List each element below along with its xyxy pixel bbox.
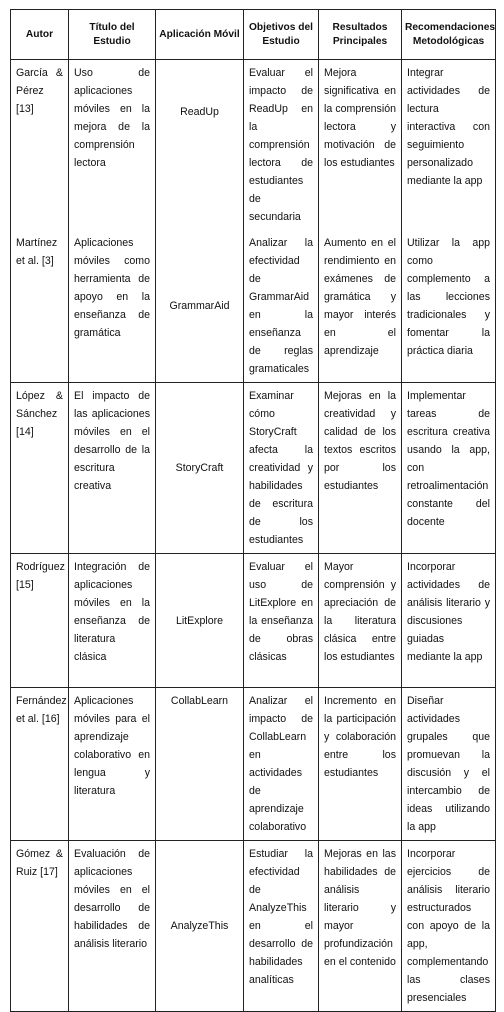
- cell-resultados: Incremento en la participación y colaboración entre los estudiantes: [319, 688, 402, 841]
- table-row: [11, 60, 496, 231]
- cell-autor: Gómez & Ruiz [17]: [11, 841, 69, 1012]
- cell-titulo: Integración de aplicaciones móviles en la enseñanza de literatura clásica: [69, 554, 156, 688]
- header-objetivos: Objetivos del Estudio: [244, 10, 319, 60]
- cell-aplicacion: CollabLearn: [156, 688, 244, 841]
- cell-autor: García & Pérez [13]: [11, 60, 69, 231]
- cell-autor: Fernández et al. [16]: [11, 688, 69, 841]
- cell-objetivos: Analizar la efectividad de GrammarAid en la enseñanza de reglas gramaticales: [244, 230, 319, 383]
- cell-titulo: Aplicaciones móviles para el aprendizaje colaborativo en lengua y literatura: [69, 688, 156, 841]
- cell-aplicacion: StoryCraft: [156, 383, 244, 554]
- cell-aplicacion: GrammarAid: [156, 230, 244, 383]
- table-row: [11, 383, 496, 554]
- cell-aplicacion: AnalyzeThis: [156, 841, 244, 1012]
- header-autor: Autor: [11, 10, 69, 60]
- cell-resultados: Mejoras en las habilidades de análisis literario y mayor profundización en el contenido: [319, 841, 402, 1012]
- cell-recomendaciones: Incorporar ejercicios de análisis literario estructurados con apoyo de la app, complementando las clases presenciales: [402, 841, 496, 1012]
- table-row: [11, 688, 496, 841]
- cell-autor: Rodríguez [15]: [11, 554, 69, 688]
- cell-titulo: Evaluación de aplicaciones móviles en el desarrollo de habilidades de análisis literario: [69, 841, 156, 1012]
- header-recomendaciones: Recomendaciones Metodológicas: [402, 10, 496, 60]
- cell-autor: Martínez et al. [3]: [11, 230, 69, 383]
- header-resultados: Resultados Principales: [319, 10, 402, 60]
- cell-autor: López & Sánchez [14]: [11, 383, 69, 554]
- cell-recomendaciones: Incorporar actividades de análisis literario y discusiones guiadas mediante la app: [402, 554, 496, 688]
- cell-objetivos: Evaluar el impacto de ReadUp en la comprensión lectora de estudiantes de secundaria: [244, 60, 319, 231]
- cell-recomendaciones: Implementar tareas de escritura creativa usando la app, con retroalimentación constante del docente: [402, 383, 496, 554]
- cell-titulo: El impacto de las aplicaciones móviles en el desarrollo de la escritura creativa: [69, 383, 156, 554]
- cell-resultados: Mayor comprensión y apreciación de la literatura clásica entre los estudiantes: [319, 554, 402, 688]
- cell-titulo: Aplicaciones móviles como herramienta de apoyo en la enseñanza de gramática: [69, 230, 156, 383]
- cell-resultados: Mejora significativa en la comprensión lectora y motivación de los estudiantes: [319, 60, 402, 231]
- cell-objetivos: Examinar cómo StoryCraft afecta la creatividad y habilidades de escritura de los estudiantes: [244, 383, 319, 554]
- studies-table: [10, 9, 496, 1012]
- table-row: [11, 230, 496, 383]
- cell-objetivos: Estudiar la efectividad de AnalyzeThis en el desarrollo de habilidades analíticas: [244, 841, 319, 1012]
- cell-aplicacion: LitExplore: [156, 554, 244, 688]
- cell-titulo: Uso de aplicaciones móviles en la mejora de la comprensión lectora: [69, 60, 156, 231]
- cell-objetivos: Analizar el impacto de CollabLearn en actividades de aprendizaje colaborativo: [244, 688, 319, 841]
- cell-resultados: Aumento en el rendimiento en exámenes de gramática y mayor interés en el aprendizaje: [319, 230, 402, 383]
- header-titulo: Título del Estudio: [69, 10, 156, 60]
- table-row: [11, 554, 496, 688]
- table-header-row: [11, 10, 496, 60]
- cell-resultados: Mejoras en la creatividad y calidad de los textos escritos por los estudiantes: [319, 383, 402, 554]
- table-row: [11, 841, 496, 1012]
- cell-recomendaciones: Integrar actividades de lectura interactiva con seguimiento personalizado mediante la app: [402, 60, 496, 231]
- cell-recomendaciones: Diseñar actividades grupales que promuevan la discusión y el intercambio de ideas utilizando la app: [402, 688, 496, 841]
- cell-recomendaciones: Utilizar la app como complemento a las lecciones tradicionales y fomentar la práctica diaria: [402, 230, 496, 383]
- header-aplicacion: Aplicación Móvil: [156, 10, 244, 60]
- cell-aplicacion: ReadUp: [156, 60, 244, 231]
- cell-objetivos: Evaluar el uso de LitExplore en la enseñanza de obras clásicas: [244, 554, 319, 688]
